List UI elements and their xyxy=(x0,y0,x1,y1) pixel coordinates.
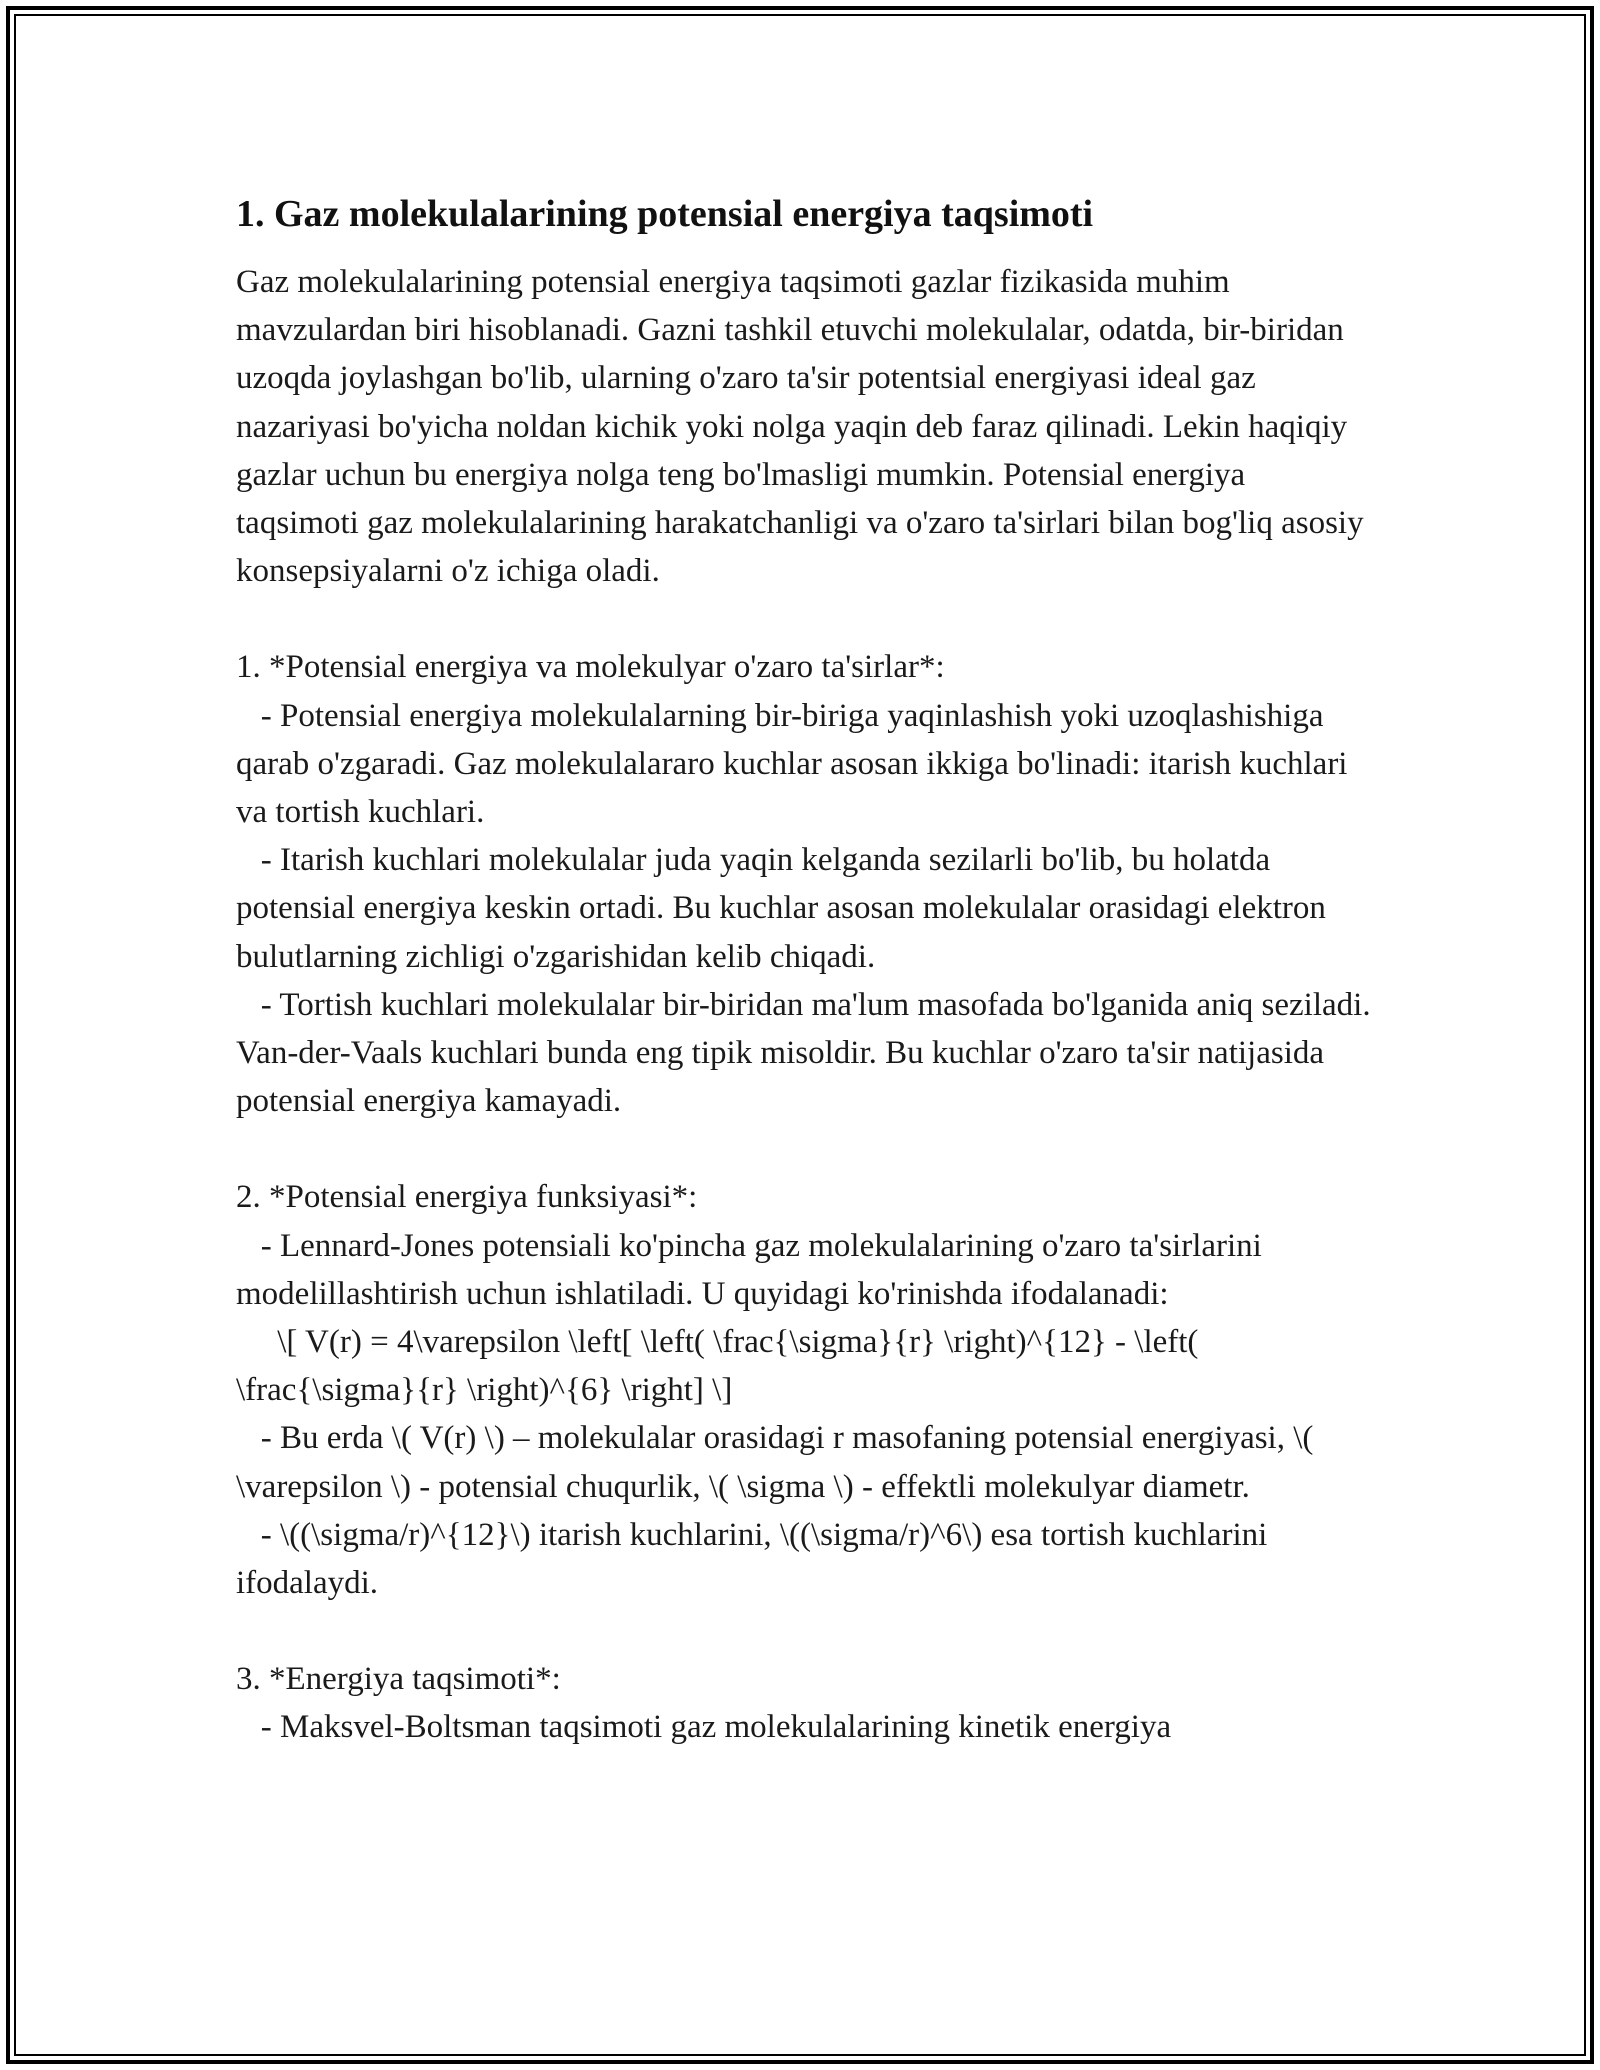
section-2-title: 2. *Potensial energiya funksiyasi*: xyxy=(236,1179,698,1216)
section-2-item-3: - \((\sigma/r)^{12}\) itarish kuchlarini, \((\sigma/r)^6\) esa tortish kuchlarini ifodalaydi. xyxy=(236,1516,1276,1602)
intro-paragraph: Gaz molekulalarining potensial energiya taqsimoti gazlar fizikasida muhim mavzulardan biri hisoblanadi. Gazni tashkil etuvchi molekulalar, odatda, bir-biridan uzoqda joylashgan bo'lib, ularning o'zaro ta'sir potentsial energiyasi ideal gaz nazariyasi bo'yicha noldan kichik yoki nolga yaqin deb faraz qilinadi. Lekin haqiqiy gazlar uchun bu energiya nolga teng bo'lmasligi mumkin. Potensial energiya taqsimoti gaz molekulalarining harakatchanligi va o'zaro ta'sirlari bilan bog'liq asosiy konsepsiyalarni o'z ichiga oladi. xyxy=(236,264,1372,590)
spacer xyxy=(236,595,1376,643)
spacer xyxy=(236,1125,1376,1173)
section-2-formula: \[ V(r) = 4\varepsilon \left[ \left( \frac{\sigma}{r} \right)^{12} - \left( \frac{\sigma}{r} \right)^{6} \right] \] xyxy=(236,1324,1207,1409)
section-1-item-1: - Potensial energiya molekulalarning bir-biriga yaqinlashish yoki uzoqlashishiga qarab o'zgaradi. Gaz molekulalararo kuchlar asosan ikkiga bo'linadi: itarish kuchlari va tortish kuchlari. xyxy=(236,697,1356,831)
spacer xyxy=(236,1607,1376,1655)
section-2-item-1: - Lennard-Jones potensiali ko'pincha gaz molekulalarining o'zaro ta'sirlarini modelillashtirish uchun ishlatiladi. U quyidagi ko'rinishda ifodalanadi: xyxy=(236,1227,1271,1312)
section-3-item-1: - Maksvel-Boltsman taqsimoti gaz molekulalarining kinetik energiya xyxy=(236,1709,1172,1746)
section-3-title: 3. *Energiya taqsimoti*: xyxy=(236,1661,561,1698)
section-1-item-2: - Itarish kuchlari molekulalar juda yaqin kelganda sezilarli bo'lib, bu holatda potensial energiya keskin ortadi. Bu kuchlar asosan molekulalar orasidagi elektron bulutlarning zichligi o'zgarishidan kelib chiqadi. xyxy=(236,842,1335,975)
page-title: 1. Gaz molekulalarining potensial energiya taqsimoti xyxy=(236,193,1094,235)
section-1-title: 1. *Potensial energiya va molekulyar o'zaro ta'sirlar*: xyxy=(236,649,945,686)
section-2-item-2: - Bu erda \( V(r) \) – molekulalar orasidagi r masofaning potensial energiyasi, \( \varepsilon \) - potensial chuqurlik, \( \sigma \) - effektli molekulyar diametr. xyxy=(236,1420,1322,1505)
section-1-item-3: - Tortish kuchlari molekulalar bir-biridan ma'lum masofada bo'lganida aniq seziladi. Van-der-Vaals kuchlari bunda eng tipik misoldir. Bu kuchlar o'zaro ta'sir natijasida potensial energiya kamayadi. xyxy=(236,986,1379,1120)
document-body xyxy=(236,186,1379,1752)
